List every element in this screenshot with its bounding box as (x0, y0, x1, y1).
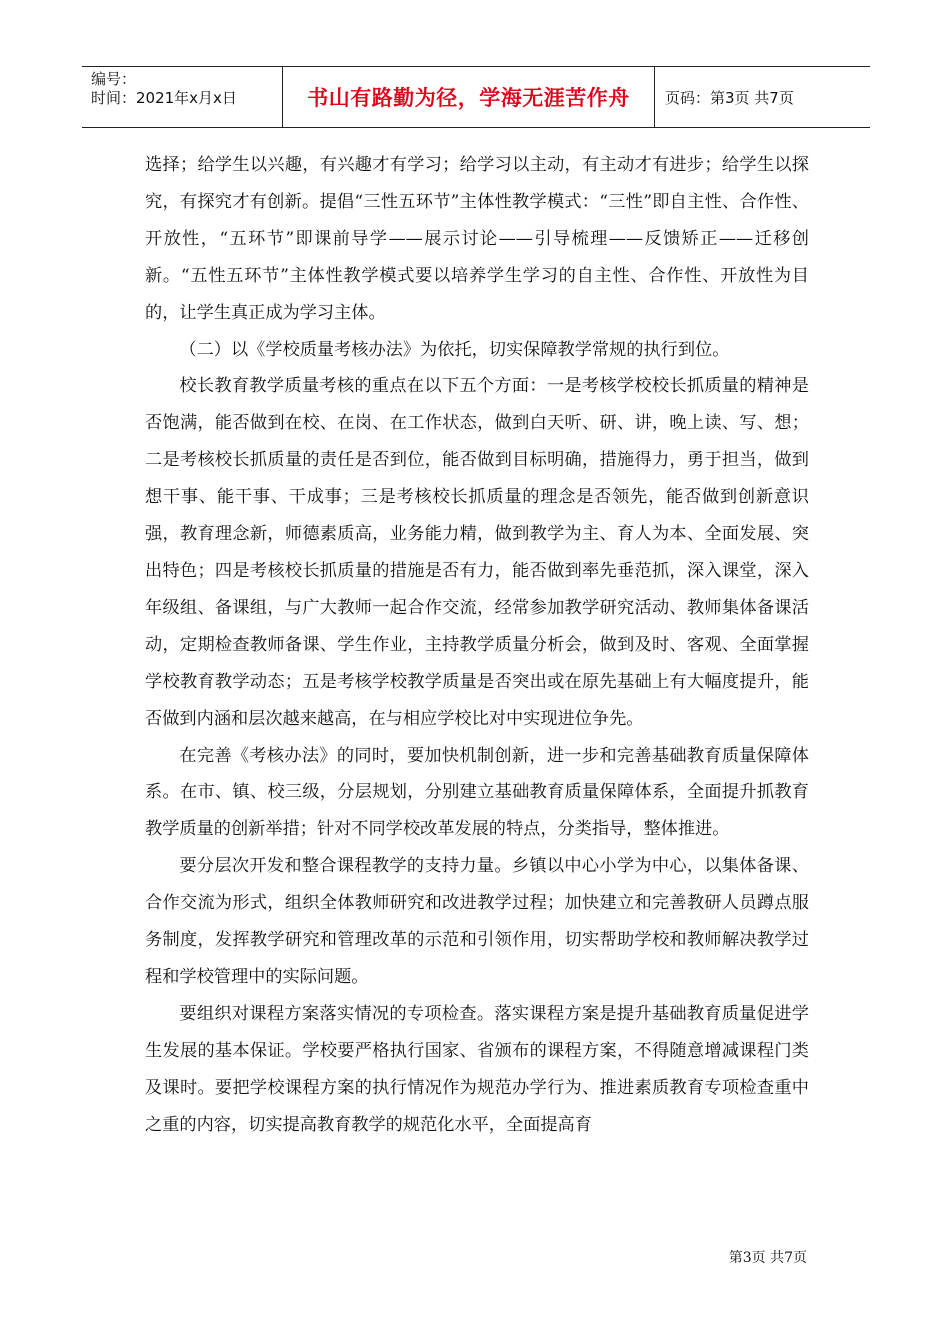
serial-number-label: 编号： (91, 70, 137, 88)
section-heading: （二）以《学校质量考核办法》为依托，切实保障教学常规的执行到位。 (179, 339, 730, 360)
paragraph: 在完善《考核办法》的同时，要加快机制创新，进一步和完善基础教育质量保障体系。在市、镇、校三级，分层规划，分别建立基础教育质量保障体系，全面提升抓教育教学质量的创新举措；针对不同学校改革发展的特点，分类指导，整体推进。 (145, 745, 809, 840)
header-meta-cell (82, 67, 283, 127)
header-page-number: 页码：第3页 共7页 (665, 88, 794, 107)
paragraph-continued: 选择；给学生以兴趣，有兴趣才有学习；给学习以主动，有主动才有进步；给学生以探究，有探究才有创新。提倡“三性五环节”主体性教学模式：“三性”即自主性、合作性、开放性，“五环节”即课前导学——展示讨论——引导梳理——反馈矫正——迁移创新。“五性五环节”主体性教学模式要以培养学生学习的自主性、合作性、开放性为目的，让学生真正成为学习主体。 (145, 155, 809, 323)
date-label: 时间：2021年x月x日 (91, 89, 237, 107)
document-header (82, 66, 870, 128)
paragraph: 要组织对课程方案落实情况的专项检查。落实课程方案是提升基础教育质量促进学生发展的基本保证。学校要严格执行国家、省颁布的课程方案，不得随意增减课程门类及课时。要把学校课程方案的执行情况作为规范办学行为、推进素质教育专项检查重中之重的内容，切实提高教育教学的规范化水平，全面提高育 (145, 1003, 809, 1135)
document-body (145, 147, 809, 1143)
paragraph: 要分层次开发和整合课程教学的支持力量。乡镇以中心小学为中心，以集体备课、合作交流为形式，组织全体教师研究和改进教学过程；加快建立和完善教研人员蹲点服务制度，发挥教学研究和管理改革的示范和引领作用，切实帮助学校和教师解决教学过程和学校管理中的实际问题。 (145, 856, 809, 987)
header-motto: 书山有路勤为径，学海无涯苦作舟 (283, 67, 655, 127)
paragraph: 校长教育教学质量考核的重点在以下五个方面：一是考核学校校长抓质量的精神是否饱满，能否做到在校、在岗、在工作状态，做到白天听、研、讲，晚上读、写、想；二是考核校长抓质量的责任是否到位，能否做到目标明确，措施得力，勇于担当，做到想干事、能干事、干成事；三是考核校长抓质量的理念是否领先，能否做到创新意识强，教育理念新，师德素质高，业务能力精，做到教学为主、育人为本、全面发展、突出特色；四是考核校长抓质量的措施是否有力，能否做到率先垂范抓，深入课堂，深入年级组、备课组，与广大教师一起合作交流，经常参加教学研究活动、教师集体备课活动，定期检查教师备课、学生作业，主持教学质量分析会，做到及时、客观、全面掌握学校教育教学动态；五是考核学校教学质量是否突出或在原先基础上有大幅度提升，能否做到内涵和层次越来越高，在与相应学校比对中实现进位争先。 (145, 376, 809, 729)
footer-page-number: 第3页 共7页 (728, 1250, 807, 1266)
